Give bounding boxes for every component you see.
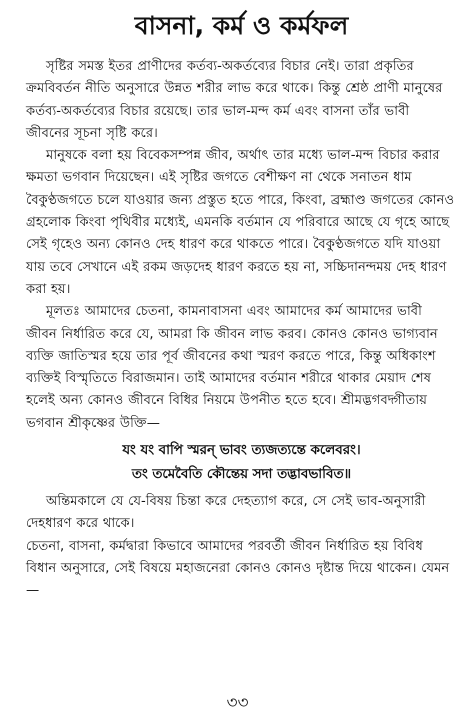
- paragraph-4: অন্তিমকালে যে যে-বিষয় চিন্তা করে দেহত্যাগ করে, সে সেই ভাব-অনুসারী দেহধারণ করে থাকে।: [26, 494, 426, 532]
- verse-line-1: যং যং বাপি স্মরন্ ভাবং ত্যজত্যন্তে কলেবরং।: [122, 443, 361, 459]
- gita-verse: [26, 439, 457, 487]
- paragraph-2: মানুষকে বলা হয় বিবেকসম্পন্ন জীব, অর্থাৎ তার মধ্যে ভাল-মন্দ বিচার করার ক্ষমতা ভগবান দিয়েছেন। এই সৃষ্টির জগতে বেশীক্ষণ না থেকে সনাতন ধাম বৈকুণ্ঠজগতে চলে যাওয়ার জন্য প্রস্তুত হতে পারে, কিংবা, ব্রহ্মাণ্ড জগতের কোনও গ্রহলোক কিংবা পৃথিবীর মধ্যেই, এমনকি বর্তমান যে পরিবারে আছে যে গৃহে আছে সেই গৃহেও অন্য কোনও দেহ ধারণ করে থাকতে পারে। বৈকুণ্ঠজগতে যদি যাওয়া যায় তবে সেখানে এই রকম জড়দেহ ধারণ করতে হয় না, সচ্চিদানন্দময় দেহ ধারণ করা হয়।: [26, 148, 455, 297]
- paragraph-3: মূলতঃ আমাদের চেতনা, কামনাবাসনা এবং আমাদের কর্ম আমাদের ভাবী জীবন নির্ধারিত করে যে, আমরা কি জীবন লাভ করব। কোনও কোনও ভাগ্যবান ব্যক্তি জাতিস্মর হয়ে তার পূর্ব জীবনের কথা স্মরণ করতে পারে, কিন্তু অধিকাংশ ব্যক্তিই বিস্মৃতিতে বিরাজমান। তাই আমাদের বর্তমান শরীরে থাকার মেয়াদ শেষ হলেই অন্য কোনও জীবনে বিধির নিয়মে উপনীত হতে হবে। শ্রীমদ্ভগবদ্গীতায় ভগবান শ্রীকৃষ্ণের উক্তি—: [26, 304, 438, 431]
- verse-line-2: তং তমেবৈতি কৌন্তেয় সদা তদ্ভাবভাবিত॥: [131, 467, 352, 483]
- page-number: ৩৩: [226, 693, 249, 713]
- paragraph-5: চেতনা, বাসনা, কর্মদ্বারা কিভাবে আমাদের পরবর্তী জীবন নির্ধারিত হয় বিবিধ বিধান অনুসারে, সেই বিষয়ে মহাজনেরা কোনও কোনও দৃষ্টান্ত দিয়ে থাকেন। যেমন—: [26, 538, 450, 599]
- chapter-title: বাসনা, কর্ম ও কর্মফল: [134, 11, 349, 40]
- paragraph-1: সৃষ্টির সমস্ত ইতর প্রাণীদের কর্তব্য-অকর্তব্যের বিচার নেই। তারা প্রকৃতির ক্রমবিবর্তন নীতি অনুসারে উন্নত শরীর লাভ করে থাকে। কিন্তু শ্রেষ্ঠ প্রাণী মানুষের কর্তব্য-অকর্তব্যের বিচার রয়েছে। তার ভাল-মন্দ কর্ম এবং বাসনা তাঁর ভাবী জীবনের সূচনা সৃষ্টি করে।: [26, 59, 443, 141]
